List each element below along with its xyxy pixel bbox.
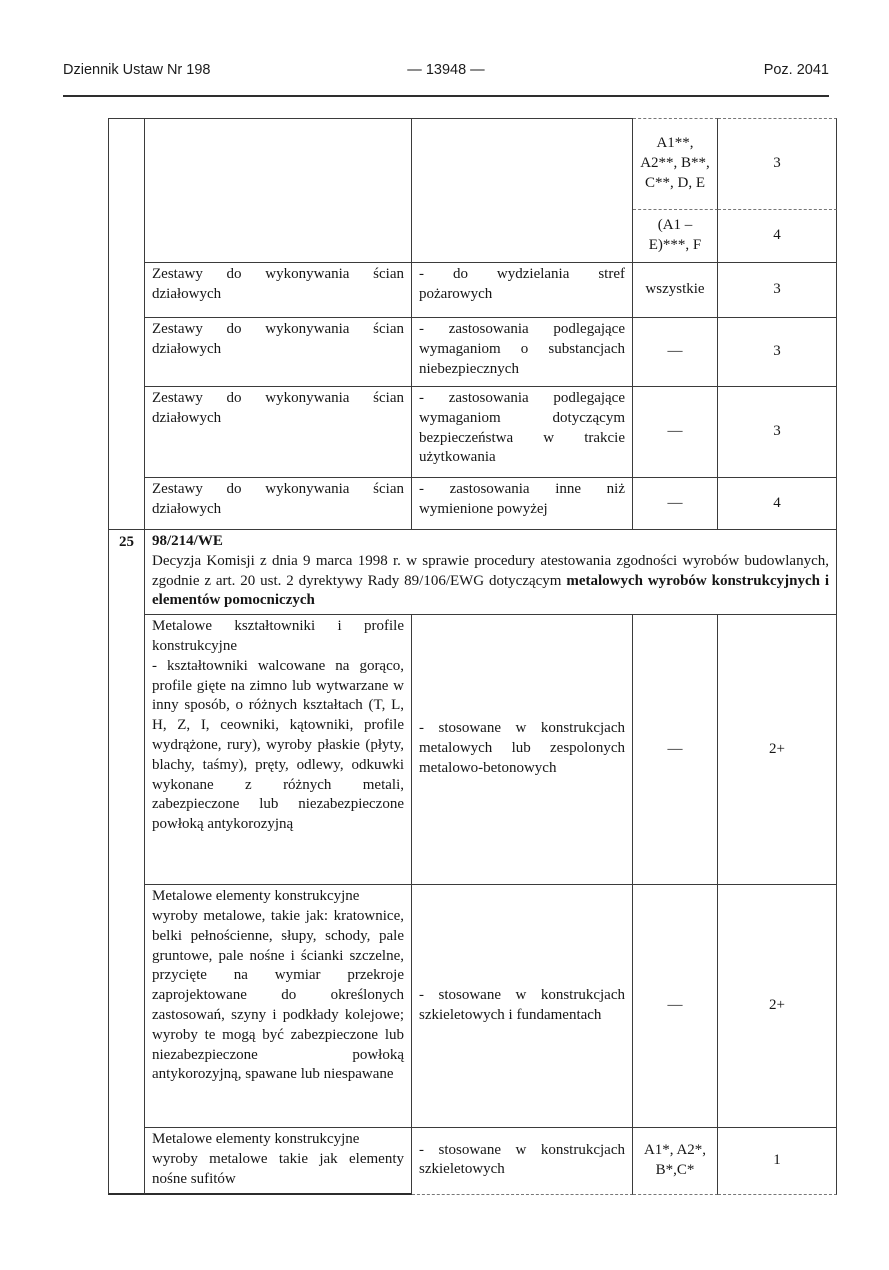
classes-cell: —	[633, 387, 718, 478]
directive-code: 98/214/WE	[152, 533, 223, 549]
system-cell: 2+	[718, 615, 837, 885]
table-row	[108, 318, 837, 387]
page-number: — 13948 —	[407, 62, 485, 78]
use-cell: - stosowane w konstrukcjach metalowych lub zespolonych metalowo-betonowych	[412, 615, 633, 885]
page-header	[63, 62, 829, 78]
position-number: Poz. 2041	[763, 62, 829, 78]
table-row	[108, 615, 837, 885]
system-cell: 1	[718, 1128, 837, 1194]
system-cell: 4	[718, 478, 837, 530]
use-cell: - stosowane w konstrukcjach szkieletowych	[412, 1128, 633, 1194]
product-cell: Zestawy do wykonywania ścian działowych	[145, 318, 412, 387]
classes-cell: (A1 – E)***, F	[633, 210, 718, 263]
attestation-table	[108, 118, 837, 1195]
use-cell: - zastosowania podlegające wymaganiom o substancjach niebezpiecznych	[412, 318, 633, 387]
table-row	[108, 885, 837, 1128]
section-header-cell	[145, 530, 837, 615]
product-cell: Zestawy do wykonywania ścian działowych	[145, 263, 412, 318]
classes-cell: A1*, A2*, B*,C*	[633, 1128, 718, 1194]
system-cell: 3	[718, 387, 837, 478]
product-body: wyroby metalowe, takie jak: kratownice, belki pełnościenne, słupy, schody, pale gruntowe, pale nośne i ścianki szczelne, przycięte na wymiar przekroje zaprojektowane do określonych zastosowań, szyny i podkłady kolejowe; wyroby te mogą być zabezpieczone lub niezabezpieczone powłoką antykorozyjną, spawane lub niespawane	[152, 907, 404, 1083]
use-cell: - do wydzielania stref pożarowych	[412, 263, 633, 318]
product-cell	[145, 1128, 412, 1194]
product-title: Metalowe kształtowniki i profile konstrukcyjne	[152, 618, 404, 654]
use-cell: - zastosowania podlegające wymaganiom dotyczącym bezpieczeństwa w trakcie użytkowania	[412, 387, 633, 478]
table-row	[108, 1128, 837, 1194]
journal-title: Dziennik Ustaw Nr 198	[63, 62, 211, 78]
use-cell: - zastosowania inne niż wymienione powyżej	[412, 478, 633, 530]
product-title: Metalowe elementy konstrukcyjne	[152, 1131, 360, 1148]
system-cell: 3	[718, 263, 837, 318]
product-cell	[145, 885, 412, 1128]
table-row	[108, 263, 837, 318]
section-description: Decyzja Komisji z dnia 9 marca 1998 r. w sprawie procedury atestowania zgodności wyrobów budowlanych, zgodnie z art. 20 ust. 2 dyrektywy Rady 89/106/EWG dotyczącym metalowych wyrobów konstrukcyjnych i elementów pomocniczych	[152, 552, 829, 609]
product-cell: Zestawy do wykonywania ścian działowych	[145, 478, 412, 530]
table-row	[108, 118, 837, 210]
product-cell-empty	[145, 118, 412, 263]
product-body: - kształtowniki walcowane na gorąco, profile gięte na zimno lub wytwarzane w inny sposób, o różnych kształtach (T, L, H, Z, I, ceowniki, kątowniki, profile wydrążone, rury), wyroby płaskie (płyty, blachy, taśmy), pręty, odlewy, odkuwki wykonane z różnych metali, zabezpieczone lub niezabezpieczone powłoką antykorozyjną	[152, 657, 404, 833]
section-description-bold: metalowych wyrobów konstrukcyjnych i elementów pomocniczych	[152, 572, 829, 609]
system-cell: 4	[718, 210, 837, 263]
product-body: wyroby metalowe takie jak elementy nośne sufitów	[152, 1150, 404, 1187]
classes-cell: A1**, A2**, B**, C**, D, E	[633, 118, 718, 210]
row-number-cell-empty	[108, 118, 145, 530]
system-cell: 3	[718, 318, 837, 387]
system-cell: 2+	[718, 885, 837, 1128]
use-cell: - stosowane w konstrukcjach szkieletowych i fundamentach	[412, 885, 633, 1128]
table-row	[108, 478, 837, 530]
classes-cell: wszystkie	[633, 263, 718, 318]
system-cell: 3	[718, 118, 837, 210]
product-cell: Zestawy do wykonywania ścian działowych	[145, 387, 412, 478]
header-rule	[63, 95, 829, 97]
classes-cell: —	[633, 478, 718, 530]
classes-cell: —	[633, 615, 718, 885]
classes-cell: —	[633, 885, 718, 1128]
product-title: Metalowe elementy konstrukcyjne	[152, 888, 360, 905]
section-number: 25	[108, 530, 145, 1195]
use-cell-empty	[412, 118, 633, 263]
table-row	[108, 387, 837, 478]
product-cell	[145, 615, 412, 885]
classes-cell: —	[633, 318, 718, 387]
section-header-row	[108, 530, 837, 615]
